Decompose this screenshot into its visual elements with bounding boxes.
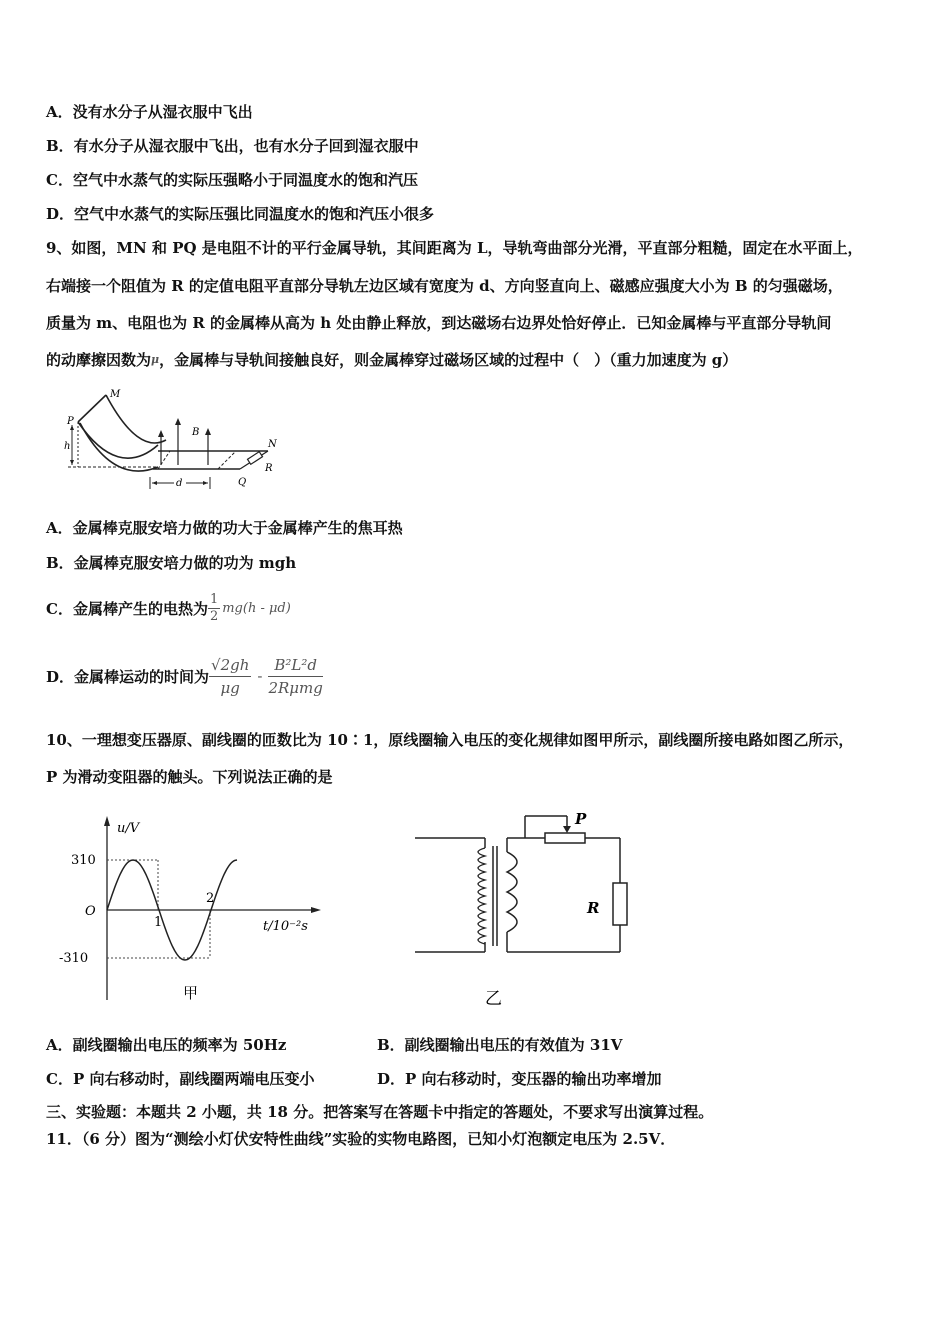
q9-stem-line2: 右端接一个阻值为 R 的定值电阻平直部分导轨左边区域有宽度为 d、方向竖直向上、磁感应强度大小为 B 的匀强磁场， — [46, 277, 843, 295]
q10-option-c: C．P 向右移动时，副线圈两端电压变小 — [46, 1070, 315, 1088]
q9-option-d-fraction1 — [209, 654, 251, 699]
q10-graph-ylabel: u/V — [117, 821, 140, 836]
section3-heading: 三、实验题：本题共 2 小题，共 18 分。把答案写在答题卡中指定的答题处，不要求写出演算过程。 — [46, 1103, 714, 1121]
q9-option-c-den: 2 — [209, 608, 219, 624]
q9-option-d-num1: √2gh — [209, 654, 251, 677]
q10-graph-tick1: 1 — [154, 915, 163, 930]
q9-option-d-minus: - — [257, 667, 263, 685]
q9-stem-line1: 9、如图，MN 和 PQ 是电阻不计的平行金属导轨，其间距离为 L，导轨弯曲部分光滑，平直部分粗糙，固定在水平面上， — [46, 239, 863, 257]
q9-label-b: B — [192, 427, 200, 438]
q9-label-p: P — [67, 416, 74, 427]
q10-option-b: B．副线圈输出电压的有效值为 31V — [377, 1036, 623, 1054]
q9-label-h: h — [64, 441, 71, 452]
q10-stem-line2: P 为滑动变阻器的触头。下列说法正确的是 — [46, 768, 333, 786]
q8-option-a: A．没有水分子从湿衣服中飞出 — [46, 103, 253, 121]
q8-option-c: C．空气中水蒸气的实际压强略小于同温度水的饱和汽压 — [46, 171, 418, 189]
q10-graph-xlabel: t/10⁻²s — [263, 919, 308, 934]
q9-option-b: B．金属棒克服安培力做的功为 mgh — [46, 554, 297, 572]
q10-voltage-graph — [55, 812, 345, 1008]
q10-graph-caption: 甲 — [183, 984, 199, 1002]
q9-label-r: R — [265, 463, 273, 474]
q9-option-c-text: C．金属棒产生的电热为 — [46, 599, 208, 618]
q9-option-d-text: D．金属棒运动的时间为 — [46, 667, 210, 686]
q10-graph-ymax: 310 — [71, 853, 96, 868]
q10-circuit — [405, 808, 645, 1008]
q10-graph-tick2: 2 — [206, 891, 215, 906]
q9-option-c-expr: mg(h - μd) — [222, 600, 291, 616]
q10-stem-line1: 10、一理想变压器原、副线圈的匝数比为 10∶1，原线圈输入电压的变化规律如图甲所示，副线圈所接电路如图乙所示， — [46, 731, 854, 749]
q9-option-d — [46, 648, 323, 704]
q9-label-n: N — [268, 439, 277, 450]
q9-option-d-fraction2 — [268, 654, 322, 699]
q9-stem-line4 — [46, 350, 737, 370]
q9-label-m: M — [110, 389, 121, 400]
q10-circuit-label-p: P — [575, 810, 587, 828]
q9-label-d: d — [176, 478, 183, 489]
q9-option-d-den1: μg — [220, 678, 240, 697]
q10-circuit-label-r: R — [587, 899, 600, 917]
q10-graph-ymin: -310 — [59, 951, 89, 966]
q8-option-d: D．空气中水蒸气的实际压强比同温度水的饱和汽压小很多 — [46, 205, 435, 223]
q9-option-d-den2: 2Rμmg — [268, 678, 323, 697]
q9-stem-line4-a: 的动摩擦因数为 — [46, 351, 152, 369]
q10-option-a: A．副线圈输出电压的频率为 50Hz — [46, 1036, 287, 1054]
q9-option-c-num: 1 — [209, 591, 219, 607]
q10-option-d: D．P 向右移动时，变压器的输出功率增加 — [377, 1070, 662, 1088]
q10-circuit-caption: 乙 — [485, 989, 502, 1008]
q9-rail-figure — [58, 385, 283, 497]
q9-stem-line4-b: ，金属棒与导轨间接触良好，则金属棒穿过磁场区域的过程中（ ）（重力加速度为 g） — [159, 351, 738, 369]
q10-graph-origin: O — [85, 904, 96, 919]
q8-option-b: B．有水分子从湿衣服中飞出，也有水分子回到湿衣服中 — [46, 137, 419, 155]
q9-stem-line3: 质量为 m、电阻也为 R 的金属棒从高为 h 处由静止释放，到达磁场右边界处恰好停止．已知金属棒与平直部分导轨间 — [46, 314, 832, 332]
q9-mu-symbol: μ — [151, 353, 160, 366]
q9-option-a: A．金属棒克服安培力做的功大于金属棒产生的焦耳热 — [46, 519, 403, 537]
q11-stem: 11．（6 分）图为“测绘小灯伏安特性曲线”实验的实物电路图，已知小灯泡额定电压为 2.5V． — [46, 1130, 676, 1148]
q9-option-d-num2: B²L²d — [268, 654, 322, 677]
q9-option-c — [46, 588, 291, 628]
q9-option-c-fraction — [208, 592, 220, 625]
q9-label-q: Q — [238, 477, 247, 488]
